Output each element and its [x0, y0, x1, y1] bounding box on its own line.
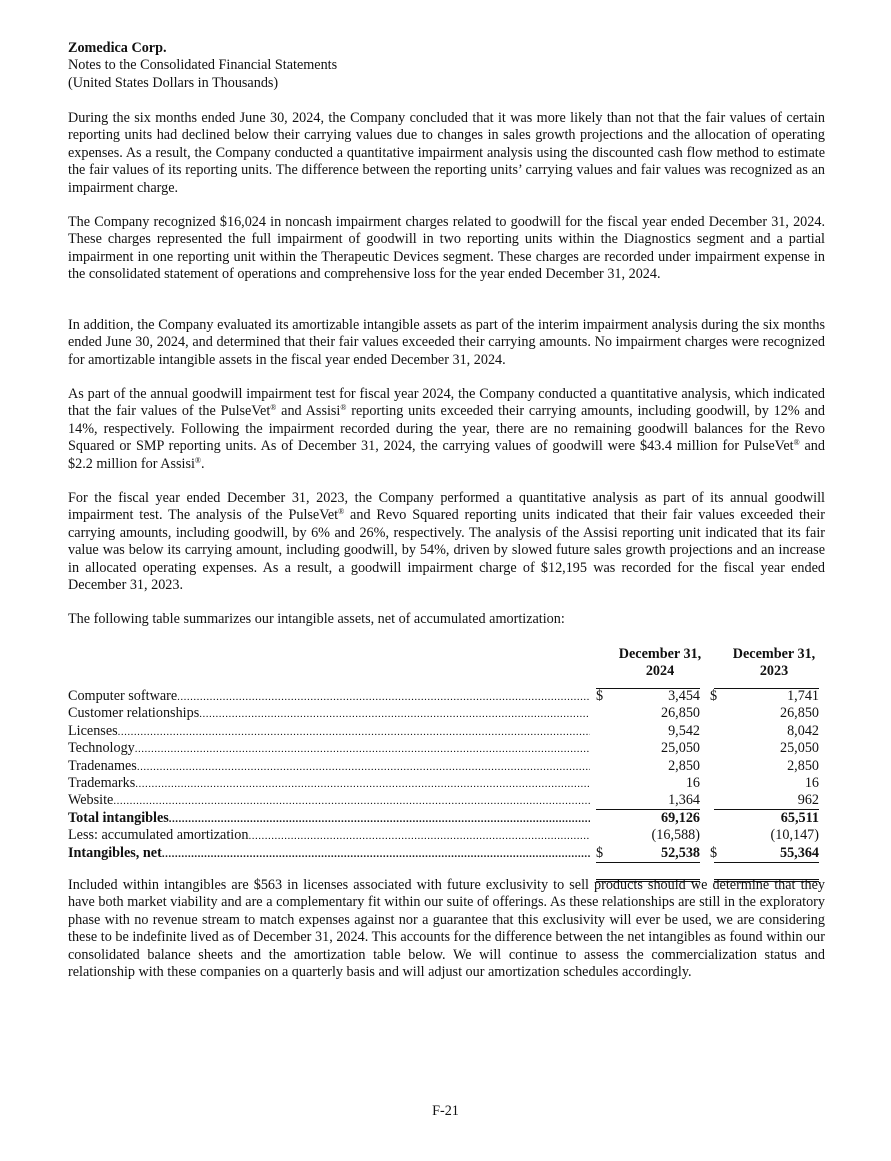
- paragraph-goodwill-charges: The Company recognized $16,024 in noncash impairment charges related to goodwill for the fiscal year ended December 31, 2024. These charges represented the full impairment of goodwill in two reporting units within the Diagnostics segment and a partial impairment in one reporting unit within the Therapeutic Devices segment. These charges are recorded under impairment expense in the consolidated statement of operations and comprehensive loss for the year ended December 31, 2024.: [68, 214, 825, 283]
- company-name: Zomedica Corp.: [68, 40, 167, 56]
- table-row: [68, 792, 825, 809]
- page-number: F-21: [432, 1103, 459, 1119]
- registered-mark: ®: [194, 455, 201, 465]
- column-header-line: December 31,: [618, 646, 702, 662]
- text-run: .: [201, 455, 205, 472]
- text-run: For the fiscal year ended December 31, 2023, the Company performed a quantitative analysis as part of its annual goodwill impairment test. The analysis of the PulseVet: [68, 490, 825, 524]
- document-page: [68, 40, 825, 981]
- subtotal-rule-2024: [596, 809, 700, 810]
- text-run: and Revo Squared reporting units indicated that their fair values exceeded their carrying amounts, including goodwill, by 6% and 26%, respectively. The analysis of the Assisi reporting unit indicated that its fair value was below its carrying amount, including goodwill, by 54%, driven by slowed future sales growth projections and an increase in allocated operating expenses. As a result, a goodwill impairment charge of $12,195 was recorded for the fiscal year ended December 31, 2023.: [68, 507, 825, 594]
- table-row: [68, 775, 825, 792]
- column-header-2024: [596, 646, 724, 679]
- currency-symbol: $: [710, 688, 718, 704]
- value-2023: 8,042: [787, 722, 819, 739]
- header-underline-2024: [596, 688, 700, 689]
- value-2023: 16: [804, 774, 819, 791]
- paragraph-table-intro: The following table summarizes our intangible assets, net of accumulated amortization:: [68, 611, 565, 627]
- table-row: [68, 827, 825, 844]
- value-2024: 69,126: [660, 809, 700, 826]
- header-underline-2023: [714, 688, 819, 689]
- registered-mark: ®: [270, 403, 277, 413]
- column-header-line: December 31,: [732, 646, 816, 662]
- table-row: [68, 758, 825, 775]
- column-header-line: 2023: [759, 662, 789, 679]
- text-run: As part of the annual goodwill impairment test for fiscal year 2024, the Company conducted a quantitative analysis, which indicated that the fair values of the PulseVet: [68, 386, 825, 420]
- table-row: [68, 845, 825, 862]
- value-2024: 52,538: [660, 844, 700, 861]
- text-run: reporting units exceeded their carrying amounts, including goodwill, by 12% and 14%, respectively. Following the impairment recorded during the year, there are no remaining goodwill balances for the Revo Squared or SMP reporting units. As of December 31, 2024, the carrying values of goodwill were $43.4 million for PulseVet: [68, 403, 825, 455]
- text-run: and Assisi: [276, 403, 341, 420]
- row-label: Trademarks .....: [68, 775, 590, 793]
- paragraph-annual-test-2023: [68, 490, 825, 594]
- registered-mark: ®: [793, 438, 800, 448]
- paragraph-annual-test-2024: [68, 386, 825, 473]
- value-2024: 25,050: [660, 740, 700, 757]
- value-2023: 26,850: [779, 705, 819, 722]
- row-label: Tradenames .....: [68, 758, 590, 776]
- value-2024: 2,850: [668, 757, 700, 774]
- row-label: Total intangibles .....: [68, 810, 590, 828]
- net-rule-2023: [714, 862, 819, 863]
- value-2023: 962: [797, 792, 819, 809]
- registered-mark: ®: [338, 507, 345, 517]
- table-row: [68, 810, 825, 827]
- value-2023: 2,850: [787, 757, 819, 774]
- value-2024: 3,454: [668, 688, 700, 704]
- value-2024: (16,588): [651, 827, 700, 844]
- subtotal-rule-2023: [714, 809, 819, 810]
- header-subtitle: Notes to the Consolidated Financial Statements: [68, 57, 338, 74]
- value-2023: 65,511: [780, 809, 819, 826]
- text-run: and $2.2 million for Assisi: [68, 438, 825, 472]
- net-rule-2024: [596, 862, 700, 863]
- currency-symbol: $: [710, 844, 718, 861]
- currency-symbol: $: [596, 688, 604, 704]
- registered-mark: ®: [340, 403, 347, 413]
- paragraph-amortizable-assets: In addition, the Company evaluated its amortizable intangible assets as part of the interim impairment analysis during the six months ended June 30, 2024, and determined that their fair values exceeded their carrying amounts. No impairment charges were recognized for amortizable intangible assets in the fiscal year ended December 31, 2024.: [68, 317, 825, 368]
- table-row: [68, 740, 825, 757]
- table-row: [68, 688, 825, 705]
- table-body: [68, 688, 825, 862]
- value-2023: 1,741: [787, 688, 819, 704]
- column-header-line: 2024: [645, 662, 675, 679]
- header-units: (United States Dollars in Thousands): [68, 74, 279, 91]
- value-2023: 25,050: [779, 740, 819, 757]
- table-row: [68, 723, 825, 740]
- row-label: Intangibles, net .....: [68, 845, 590, 863]
- document-header: [68, 40, 825, 92]
- paragraph-interim-impairment: During the six months ended June 30, 2024, the Company concluded that it was more likely than not that the fair values of certain reporting units had declined below their carrying values due to changes in sales growth projections and the allocation of operating expenses. As a result, the Company conducted a quantitative impairment analysis using the discounted cash flow method to estimate the fair values of its reporting units. The difference between the reporting units’ carrying values and fair values was recognized as an impairment charge.: [68, 110, 825, 196]
- value-2024: 26,850: [660, 705, 700, 722]
- column-header-2023: [714, 646, 834, 679]
- row-label: Licenses .....: [68, 723, 590, 741]
- value-2024: 1,364: [668, 792, 700, 809]
- row-label: Technology .....: [68, 740, 590, 758]
- paragraph-indefinite-licenses: Included within intangibles are $563 in licenses associated with future exclusivity to sell products should we determine that they have both market viability and are a complementary fit within our suite of offerings. As these relationships are still in the exploratory phase with no revenue stream to match expenses against nor a guarantee that this exclusivity will ever be used, we are considering these to be indefinite lived as of December 31, 2024. This accounts for the difference between the net intangibles as found within our consolidated balance sheets and the amortization table below. We will continue to assess the commercialization status and relationship with these companies on a quarterly basis and will adjust our amortization schedules accordingly.: [68, 877, 825, 981]
- value-2024: 9,542: [668, 722, 700, 739]
- table-row: [68, 705, 825, 722]
- value-2024: 16: [685, 774, 700, 791]
- row-label: Computer software .....: [68, 688, 590, 706]
- row-label: Customer relationships .....: [68, 705, 590, 723]
- currency-symbol: $: [596, 844, 604, 861]
- value-2023: 55,364: [779, 844, 819, 861]
- row-label: Website .....: [68, 792, 590, 810]
- value-2023: (10,147): [770, 827, 819, 844]
- row-label: Less: accumulated amortization .....: [68, 827, 590, 845]
